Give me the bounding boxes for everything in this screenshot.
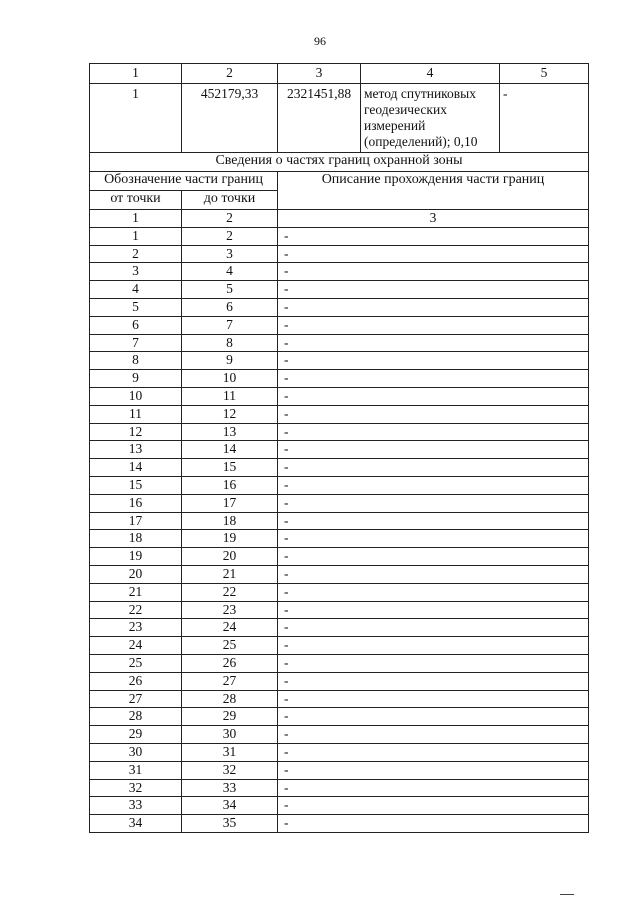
table-row	[90, 441, 589, 459]
to-point: 10	[182, 370, 278, 388]
table-row	[90, 548, 589, 566]
to-point: 20	[182, 548, 278, 566]
section-title-row	[90, 153, 589, 172]
table-row	[90, 761, 589, 779]
part-description: -	[278, 672, 589, 690]
from-point: 26	[90, 672, 182, 690]
column-number: 4	[361, 64, 500, 84]
column-number-row	[90, 64, 589, 84]
parts-header-row	[90, 172, 589, 191]
column-number: 2	[182, 210, 278, 228]
from-point: 22	[90, 601, 182, 619]
part-description: -	[278, 423, 589, 441]
to-point: 32	[182, 761, 278, 779]
to-point: 12	[182, 405, 278, 423]
part-description: -	[278, 512, 589, 530]
from-point: 33	[90, 797, 182, 815]
part-description: -	[278, 476, 589, 494]
part-description: -	[278, 637, 589, 655]
from-point: 32	[90, 779, 182, 797]
from-point: 10	[90, 387, 182, 405]
part-description: -	[278, 298, 589, 316]
boundary-table	[89, 63, 589, 833]
part-description: -	[278, 601, 589, 619]
to-point: 23	[182, 601, 278, 619]
part-description: -	[278, 441, 589, 459]
part-description: -	[278, 583, 589, 601]
to-point: 18	[182, 512, 278, 530]
from-point: 29	[90, 726, 182, 744]
from-point: 7	[90, 334, 182, 352]
to-point: 33	[182, 779, 278, 797]
part-description: -	[278, 459, 589, 477]
from-point: 13	[90, 441, 182, 459]
part-description: -	[278, 352, 589, 370]
to-point: 34	[182, 797, 278, 815]
table-row	[90, 654, 589, 672]
part-description: -	[278, 654, 589, 672]
table-row	[90, 601, 589, 619]
to-point: 16	[182, 476, 278, 494]
part-description: -	[278, 815, 589, 833]
from-point: 12	[90, 423, 182, 441]
to-point: 26	[182, 654, 278, 672]
corner-mark	[560, 894, 574, 895]
from-point: 21	[90, 583, 182, 601]
table-row	[90, 227, 589, 245]
part-description: -	[278, 761, 589, 779]
from-point: 6	[90, 316, 182, 334]
from-point: 19	[90, 548, 182, 566]
table-row	[90, 352, 589, 370]
to-point: 3	[182, 245, 278, 263]
part-description: -	[278, 387, 589, 405]
column-number: 3	[278, 64, 361, 84]
part-description: -	[278, 263, 589, 281]
measurement-method: метод спутниковых геодезических измерений (определений); 0,10	[361, 84, 500, 153]
part-description: -	[278, 565, 589, 583]
table-row	[90, 316, 589, 334]
to-point: 25	[182, 637, 278, 655]
to-point: 7	[182, 316, 278, 334]
table-row	[90, 619, 589, 637]
part-description: -	[278, 708, 589, 726]
from-point: 14	[90, 459, 182, 477]
table-row	[90, 298, 589, 316]
part-description: -	[278, 530, 589, 548]
table-row	[90, 779, 589, 797]
from-point: 4	[90, 281, 182, 299]
designation-header: Обозначение части границ	[90, 172, 278, 191]
point-number: 1	[90, 84, 182, 153]
from-header: от точки	[90, 191, 182, 210]
to-point: 11	[182, 387, 278, 405]
to-point: 35	[182, 815, 278, 833]
table-row	[90, 476, 589, 494]
from-point: 8	[90, 352, 182, 370]
table-row	[90, 494, 589, 512]
to-point: 5	[182, 281, 278, 299]
part-description: -	[278, 548, 589, 566]
table-row	[90, 672, 589, 690]
to-point: 15	[182, 459, 278, 477]
table-row	[90, 512, 589, 530]
table-row	[90, 530, 589, 548]
to-point: 31	[182, 743, 278, 761]
to-point: 17	[182, 494, 278, 512]
to-point: 6	[182, 298, 278, 316]
from-point: 28	[90, 708, 182, 726]
to-header: до точки	[182, 191, 278, 210]
from-point: 16	[90, 494, 182, 512]
table-row	[90, 565, 589, 583]
from-point: 3	[90, 263, 182, 281]
from-point: 17	[90, 512, 182, 530]
from-point: 11	[90, 405, 182, 423]
to-point: 21	[182, 565, 278, 583]
table-row	[90, 726, 589, 744]
part-description: -	[278, 797, 589, 815]
to-point: 27	[182, 672, 278, 690]
column-number: 2	[182, 64, 278, 84]
column-number: 5	[500, 64, 589, 84]
table-row	[90, 815, 589, 833]
from-point: 2	[90, 245, 182, 263]
to-point: 14	[182, 441, 278, 459]
table-row	[90, 690, 589, 708]
table-row	[90, 370, 589, 388]
to-point: 4	[182, 263, 278, 281]
table-row	[90, 245, 589, 263]
from-point: 9	[90, 370, 182, 388]
part-description: -	[278, 281, 589, 299]
extra-value: -	[500, 84, 589, 153]
page-number: 96	[314, 34, 326, 48]
from-point: 30	[90, 743, 182, 761]
coordinate-row	[90, 84, 589, 153]
table-row	[90, 334, 589, 352]
table-row	[90, 263, 589, 281]
x-coordinate: 452179,33	[182, 84, 278, 153]
part-description: -	[278, 779, 589, 797]
from-point: 23	[90, 619, 182, 637]
table-row	[90, 459, 589, 477]
from-point: 25	[90, 654, 182, 672]
from-point: 24	[90, 637, 182, 655]
from-point: 18	[90, 530, 182, 548]
table-row	[90, 387, 589, 405]
to-point: 24	[182, 619, 278, 637]
column-number: 3	[278, 210, 589, 228]
to-point: 22	[182, 583, 278, 601]
from-point: 27	[90, 690, 182, 708]
to-point: 2	[182, 227, 278, 245]
table-row	[90, 797, 589, 815]
column-number: 1	[90, 210, 182, 228]
part-description: -	[278, 743, 589, 761]
table-row	[90, 583, 589, 601]
part-description: -	[278, 227, 589, 245]
part-description: -	[278, 726, 589, 744]
table-row	[90, 743, 589, 761]
table-row	[90, 423, 589, 441]
part-description: -	[278, 334, 589, 352]
part-description: -	[278, 370, 589, 388]
to-point: 29	[182, 708, 278, 726]
table-row	[90, 405, 589, 423]
from-point: 15	[90, 476, 182, 494]
part-description: -	[278, 405, 589, 423]
to-point: 30	[182, 726, 278, 744]
parts-number-row	[90, 210, 589, 228]
from-point: 31	[90, 761, 182, 779]
part-description: -	[278, 245, 589, 263]
to-point: 9	[182, 352, 278, 370]
section-title: Сведения о частях границ охранной зоны	[90, 153, 589, 172]
table-row	[90, 281, 589, 299]
from-point: 20	[90, 565, 182, 583]
to-point: 28	[182, 690, 278, 708]
description-header: Описание прохождения части границ	[278, 172, 589, 210]
part-description: -	[278, 494, 589, 512]
from-point: 5	[90, 298, 182, 316]
column-number: 1	[90, 64, 182, 84]
part-description: -	[278, 619, 589, 637]
part-description: -	[278, 690, 589, 708]
table-row	[90, 708, 589, 726]
from-point: 1	[90, 227, 182, 245]
y-coordinate: 2321451,88	[278, 84, 361, 153]
table-row	[90, 637, 589, 655]
to-point: 13	[182, 423, 278, 441]
to-point: 8	[182, 334, 278, 352]
from-point: 34	[90, 815, 182, 833]
part-description: -	[278, 316, 589, 334]
to-point: 19	[182, 530, 278, 548]
